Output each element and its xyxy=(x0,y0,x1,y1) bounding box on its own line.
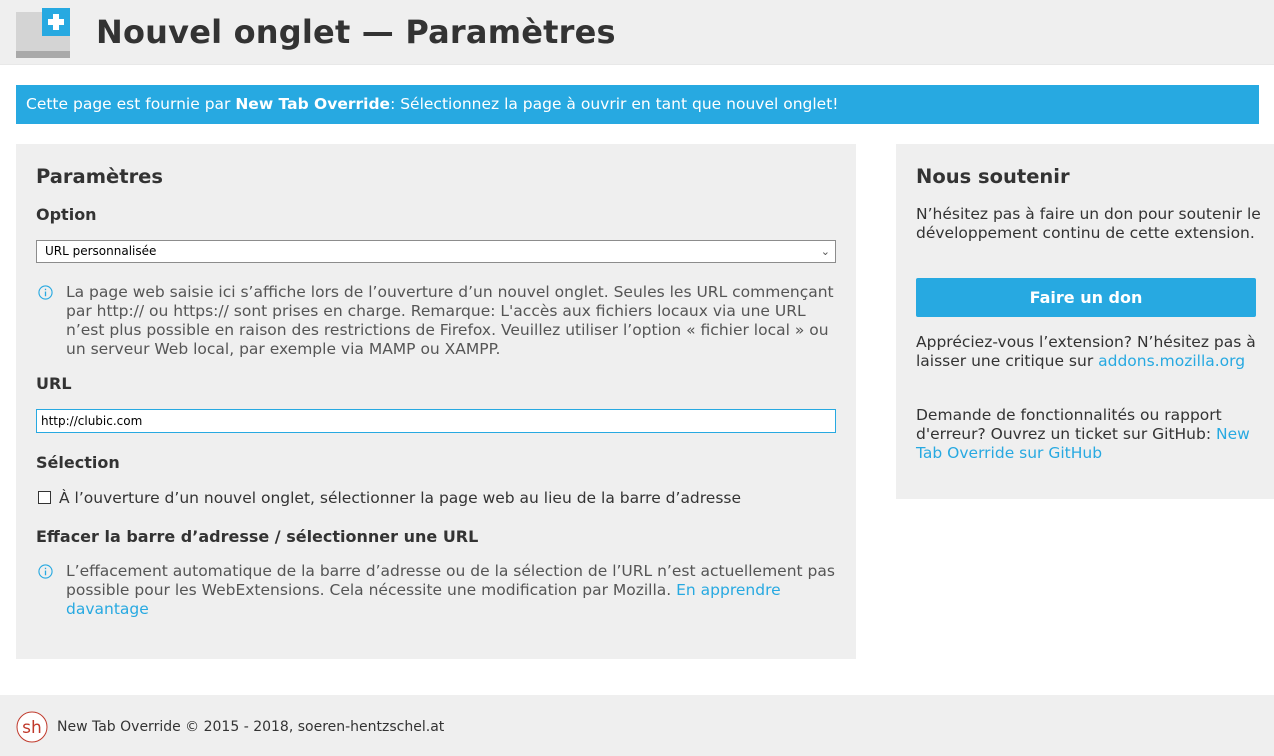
donate-text: N’hésitez pas à faire un don pour soutenir le développement continu de cette extension. xyxy=(916,205,1261,242)
github-link[interactable]: New Tab Override sur GitHub xyxy=(916,425,1250,462)
banner-product-name: New Tab Override xyxy=(235,95,391,113)
option-help xyxy=(36,283,836,359)
author-logo-icon[interactable] xyxy=(16,711,48,743)
review-text: Appréciez-vous l’extension? N’hésitez pas à laisser une critique sur xyxy=(916,333,1256,370)
learn-more-link[interactable]: En apprendre davantage xyxy=(66,581,781,618)
settings-panel xyxy=(16,144,856,659)
support-heading: Nous soutenir xyxy=(916,165,1070,188)
clear-address-help xyxy=(36,562,836,619)
new-tab-plus-icon xyxy=(16,8,72,60)
info-icon xyxy=(38,564,53,579)
chevron-down-icon: ⌄ xyxy=(820,245,830,258)
page-footer xyxy=(0,695,1274,756)
url-input[interactable]: http://clubic.com xyxy=(36,409,836,433)
info-icon xyxy=(38,285,53,300)
page-header xyxy=(0,0,1274,65)
selection-label: Sélection xyxy=(36,453,120,472)
url-label: URL xyxy=(36,374,72,393)
review-paragraph xyxy=(916,333,1261,371)
info-banner xyxy=(16,85,1259,124)
settings-heading: Paramètres xyxy=(36,165,164,188)
page-title: Nouvel onglet — Paramètres xyxy=(96,13,616,51)
support-panel xyxy=(896,144,1274,499)
selection-option xyxy=(38,489,741,507)
clear-address-help-text: L’effacement automatique de la barre d’adresse ou de la sélection de l’URL n’est actuellement pas possible pour les WebExtensions. Cela nécessite une modification par Mozilla. xyxy=(66,562,835,599)
option-selected-value: URL personnalisée xyxy=(45,244,157,258)
footer-text: New Tab Override © 2015 - 2018, soeren-hentzschel.at xyxy=(57,719,445,735)
clear-address-label: Effacer la barre d’adresse / sélectionner une URL xyxy=(36,527,479,546)
feature-request-paragraph xyxy=(916,406,1261,463)
option-select[interactable] xyxy=(36,240,836,263)
banner-prefix: Cette page est fournie par xyxy=(26,95,236,113)
banner-suffix: : Sélectionnez la page à ouvrir en tant que nouvel onglet! xyxy=(390,95,839,113)
addons-link[interactable]: addons.mozilla.org xyxy=(1098,352,1246,370)
donate-button[interactable]: Faire un don xyxy=(916,278,1256,317)
selection-checkbox-label[interactable]: À l’ouverture d’un nouvel onglet, sélectionner la page web au lieu de la barre d’adresse xyxy=(59,489,742,507)
option-help-text: La page web saisie ici s’affiche lors de l’ouverture d’un nouvel onglet. Seules les URL commençant par http:// ou https:// sont prises en charge. Remarque: L'accès aux fichiers locaux via une URL n’est plus possible en raison des restrictions de Firefox. Veuillez utiliser l’option « fichier local » ou un serveur Web local, par exemple via MAMP ou XAMPP. xyxy=(66,283,834,358)
author-logo-text: sh xyxy=(22,718,42,738)
feature-request-text: Demande de fonctionnalités ou rapport d'erreur? Ouvrez un ticket sur GitHub: xyxy=(916,406,1222,443)
selection-checkbox[interactable] xyxy=(38,491,51,504)
option-label: Option xyxy=(36,205,97,224)
